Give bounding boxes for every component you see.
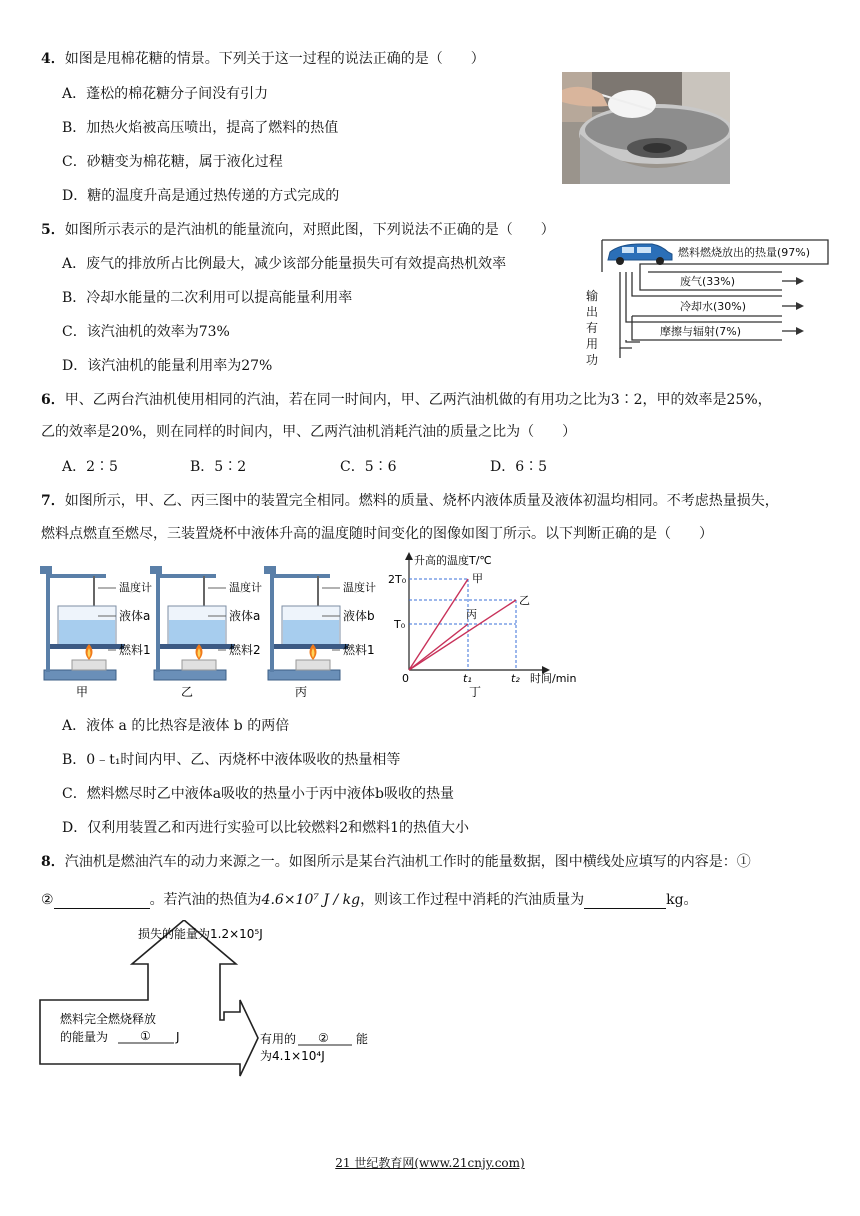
- q7-line2: 燃料点燃直至燃尽，三装置烧杯中液体升高的温度随时间变化的图像如图丁所示。以下判断正确的是（ ）: [41, 526, 713, 542]
- q7-figure: [36, 552, 596, 702]
- coolant-label: 冷却水(30%): [680, 300, 747, 313]
- q5-option-d: D．该汽油机的能量利用率为27%: [62, 358, 273, 374]
- graph-ylabel: 升高的温度T/℃: [414, 554, 492, 567]
- car-icon: [608, 244, 672, 265]
- apparatus-caption: 乙: [181, 685, 194, 699]
- q5-option-c: C．该汽油机的效率为73%: [62, 324, 230, 340]
- thermometer-label: 温度计: [229, 581, 262, 594]
- q4-option-c: C．砂糖变为棉花糖，属于液化过程: [62, 154, 283, 170]
- ytick-2t0: 2T₀: [388, 573, 407, 586]
- q7-option-a: A．液体 a 的比热容是液体 b 的两倍: [62, 718, 290, 734]
- apparatus-caption: 丙: [295, 685, 308, 699]
- apparatus-caption: 甲: [76, 685, 89, 699]
- q5-option-b: B．冷却水能量的二次利用可以提高能量利用率: [62, 290, 353, 306]
- q7-option-c: C．燃料燃尽时乙中液体a吸收的热量小于丙中液体b吸收的热量: [62, 786, 455, 802]
- q4-option-b: B．加热火焰被高压喷出，提高了燃料的热值: [62, 120, 339, 136]
- q5-stem: 5．如图所示表示的是汽油机的能量流向，对照此图，下列说法不正确的是（ ）: [41, 222, 555, 238]
- useful-char: 输: [586, 289, 599, 303]
- q4-option-d: D．糖的温度升高是通过热传递的方式完成的: [62, 188, 340, 204]
- thermometer-label: 温度计: [119, 581, 152, 594]
- line-bing: [409, 624, 468, 670]
- q6-line2: 乙的效率是20%，则在同样的时间内，甲、乙两汽油机消耗汽油的质量之比为（ ）: [41, 424, 577, 440]
- q6-option-c: C．5∶6: [340, 459, 397, 475]
- exhaust-label: 废气(33%): [680, 275, 736, 288]
- loss-energy-label: 损失的能量为1.2×10⁵J: [138, 927, 263, 941]
- useful-char: 有: [586, 321, 599, 335]
- q8-line1: 8．汽油机是燃油汽车的动力来源之一。如图所示是某台汽油机工作时的能量数据，图中横线处应填写的内容是：①: [41, 854, 751, 870]
- blank-mark-1: ①: [140, 1029, 151, 1043]
- useful-char: 出: [586, 305, 599, 319]
- q5-option-a: A．废气的排放所占比例最大，减少该部分能量损失可有效提高热机效率: [62, 256, 507, 272]
- fuel-label: 燃料2: [229, 643, 261, 657]
- liquid-label: 液体a: [119, 609, 151, 623]
- total-heat-label: 燃料燃烧放出的热量(97%): [678, 246, 811, 259]
- q6-option-a: A．2∶5: [62, 459, 118, 475]
- line-label-bing: 丙: [466, 608, 477, 621]
- graph-xlabel: 时间/min: [530, 672, 577, 685]
- answer-blank-2[interactable]: [54, 894, 150, 909]
- q7-option-b: B．0﹣t₁时间内甲、乙、丙烧杯中液体吸收的热量相等: [62, 752, 401, 768]
- q4-option-a: A．蓬松的棉花糖分子间没有引力: [62, 86, 269, 102]
- q8-energy-diagram: [38, 920, 398, 1080]
- q6-option-d: D．6∶5: [490, 459, 548, 475]
- ytick-t0: T₀: [394, 618, 406, 631]
- xtick-t1: t₁: [463, 672, 472, 685]
- useful-energy-line1-a: 有用的: [260, 1032, 297, 1046]
- graph-origin: 0: [402, 672, 409, 685]
- friction-label: 摩擦与辐射(7%): [660, 325, 742, 338]
- fuel-label: 燃料1: [119, 643, 151, 657]
- energy-flow-diagram: [580, 232, 840, 372]
- line-label-jia: 甲: [472, 572, 483, 585]
- graph-caption: 丁: [469, 685, 482, 699]
- liquid-label: 液体a: [229, 609, 261, 623]
- q7-line1: 7．如图所示，甲、乙、丙三图中的装置完全相同。燃料的质量、烧杯内液体质量及液体初温均相同。不考虑热量损失，: [41, 493, 779, 509]
- blank-mark-2: ②: [318, 1031, 329, 1045]
- useful-char: 功: [586, 353, 599, 367]
- answer-blank-mass[interactable]: [584, 894, 666, 909]
- q7-option-d: D．仅利用装置乙和丙进行实验可以比较燃料2和燃料1的热值大小: [62, 820, 470, 836]
- thermometer-label: 温度计: [343, 581, 376, 594]
- xtick-t2: t₂: [511, 672, 520, 685]
- q6-line1: 6．甲、乙两台汽油机使用相同的汽油，若在同一时间内，甲、乙两汽油机做的有用功之比为3∶2，甲的效率是25%，: [41, 392, 772, 408]
- line-label-yi: 乙: [519, 594, 530, 607]
- fuel-energy-line2: 的能量为: [60, 1030, 109, 1044]
- fuel-energy-line1: 燃料完全燃烧释放: [60, 1012, 157, 1026]
- q8-line2: ② 。若汽油的热值为4.6×10⁷ J / kg，则该工作过程中消耗的汽油质量为 kg。: [41, 892, 698, 908]
- cotton-candy-photo: [562, 72, 730, 184]
- fuel-label: 燃料1: [343, 643, 375, 657]
- q6-option-b: B．5∶2: [190, 459, 247, 475]
- temperature-graph: [388, 552, 576, 699]
- useful-energy-line1-b: 能: [356, 1032, 369, 1046]
- fuel-energy-unit: J: [176, 1030, 180, 1044]
- useful-energy-line2: 为4.1×10⁴J: [260, 1049, 325, 1063]
- page-footer: 21 世纪教育网(www.21cnjy.com): [335, 1156, 525, 1170]
- useful-char: 用: [586, 337, 599, 351]
- line-yi: [409, 600, 516, 670]
- q4-stem: 4．如图是甩棉花糖的情景。下列关于这一过程的说法正确的是（ ）: [41, 51, 485, 67]
- liquid-label: 液体b: [343, 609, 375, 623]
